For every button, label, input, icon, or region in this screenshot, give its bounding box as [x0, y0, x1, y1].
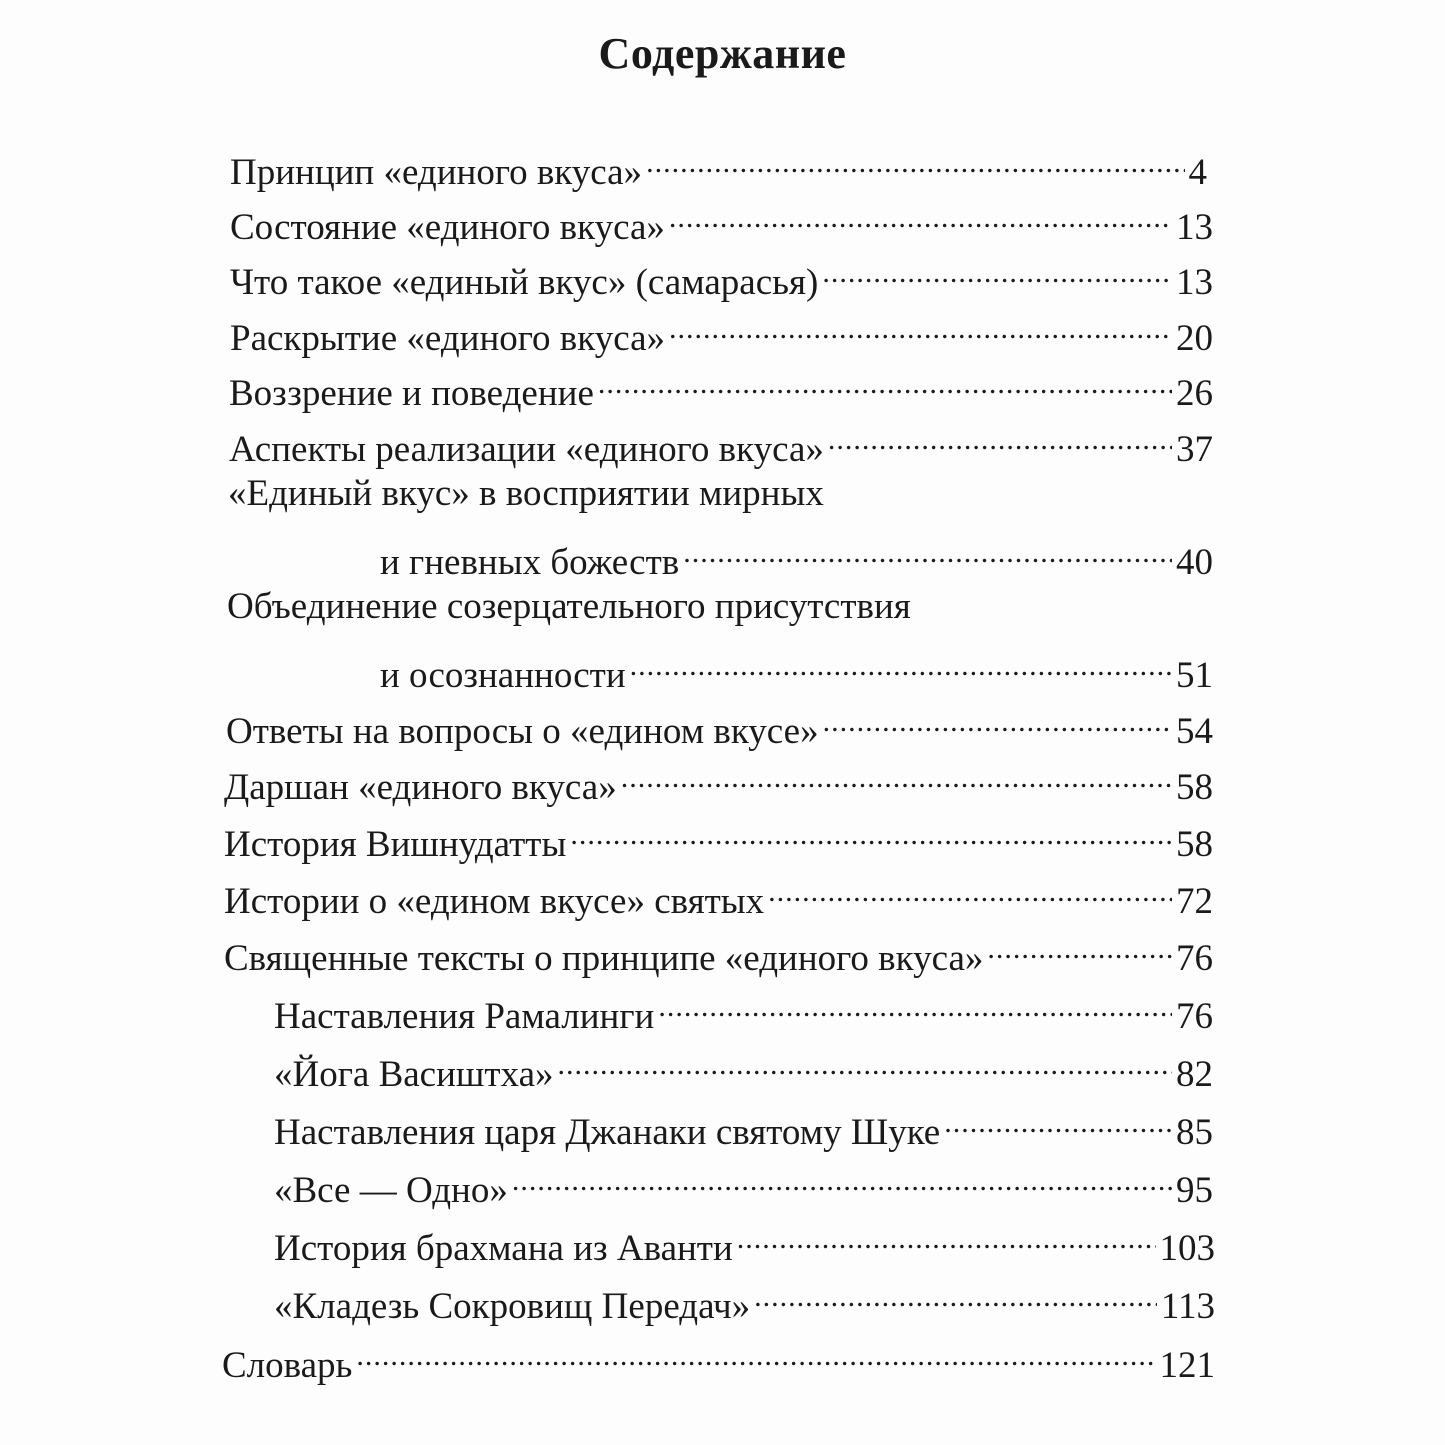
- dot-leader: [822, 250, 1172, 294]
- page-title: Содержание: [598, 29, 847, 78]
- dot-leader: [558, 1042, 1173, 1086]
- toc-entry-page: 58: [1176, 767, 1213, 808]
- toc-entry-title: Что такое «единый вкус» (самарасья): [230, 262, 819, 303]
- toc-entry: [230, 306, 1213, 361]
- toc-entry-page: 76: [1176, 996, 1213, 1037]
- dot-leader: [658, 984, 1172, 1028]
- toc-entry: [224, 869, 1213, 924]
- dot-leader: [669, 306, 1172, 350]
- dot-leader: [669, 195, 1172, 239]
- toc-entry-page: 121: [1159, 1345, 1215, 1386]
- toc-subentry: [274, 1100, 1213, 1155]
- toc-entry-title: Даршан «единого вкуса»: [224, 767, 617, 808]
- toc-entry-page: 37: [1176, 429, 1213, 470]
- toc-entry-page: 13: [1176, 262, 1213, 303]
- toc-entry-page: 103: [1159, 1228, 1215, 1269]
- toc-entry-title: Истории о «едином вкусе» святых: [224, 881, 765, 922]
- toc-entry-page: 13: [1176, 207, 1213, 248]
- toc-entry-title: История брахмана из Аванти: [274, 1228, 733, 1269]
- toc-entry-title: Принцип «единого вкуса»: [230, 152, 643, 193]
- dot-leader: [598, 361, 1172, 405]
- dot-leader: [828, 417, 1172, 461]
- dot-leader: [737, 1216, 1156, 1260]
- toc-entry: [230, 140, 1207, 195]
- toc-entry-title: Объединение созерцательного присутствия: [227, 586, 911, 627]
- toc-entry-page: 95: [1176, 1170, 1213, 1211]
- toc-entry-page: 54: [1176, 711, 1213, 752]
- toc-subentry: [274, 1274, 1215, 1329]
- dot-leader: [987, 926, 1172, 970]
- toc-entry-title: Наставления царя Джанаки святому Шуке: [274, 1112, 941, 1153]
- toc-entry-title: История Вишнудатты: [224, 824, 567, 865]
- dot-leader: [646, 140, 1184, 184]
- toc-entry: [380, 643, 1213, 698]
- toc-entry-title: Священные тексты о принципе «единого вкуса»: [224, 938, 984, 979]
- toc-entry-title: «Все — Одно»: [274, 1170, 508, 1211]
- toc-entry-page: 113: [1160, 1286, 1215, 1327]
- dot-leader: [356, 1333, 1155, 1377]
- dot-leader: [823, 699, 1172, 743]
- toc-entry-page: 40: [1176, 542, 1213, 583]
- toc-entry-title: Словарь: [222, 1345, 353, 1386]
- toc-entry-page: 51: [1176, 655, 1213, 696]
- dot-leader: [630, 643, 1172, 687]
- dot-leader: [512, 1158, 1172, 1202]
- dot-leader: [944, 1100, 1172, 1144]
- toc-entry: [380, 530, 1213, 585]
- toc-entry-title: Наставления Рамалинги: [274, 996, 655, 1037]
- toc-entry-page: 82: [1176, 1054, 1213, 1095]
- dot-leader: [768, 869, 1172, 913]
- toc-entry: [230, 195, 1213, 250]
- toc-entry-title: Раскрытие «единого вкуса»: [230, 318, 665, 359]
- toc-subentry: [274, 1042, 1213, 1097]
- toc-entry-title: Ответы на вопросы о «едином вкусе»: [226, 711, 819, 752]
- toc-entry-title: «Йога Васиштха»: [274, 1054, 554, 1095]
- toc-entry-title: Аспекты реализации «единого вкуса»: [229, 429, 824, 470]
- toc-entry-continuation: и гневных божеств: [380, 542, 680, 583]
- toc-entry: [229, 417, 1213, 472]
- dot-leader: [754, 1274, 1157, 1318]
- toc-subentry: [274, 1158, 1213, 1213]
- toc-entry: [226, 699, 1213, 754]
- toc-subentry: [274, 1216, 1215, 1271]
- toc-entry-title: Воззрение и поведение: [229, 373, 594, 414]
- dot-leader: [683, 530, 1172, 574]
- toc-entry: [224, 755, 1213, 810]
- toc-entry: [224, 926, 1213, 981]
- toc-entry-page: 72: [1176, 881, 1213, 922]
- toc-entry-title: Состояние «единого вкуса»: [230, 207, 665, 248]
- toc-entry-page: 20: [1176, 318, 1213, 359]
- toc-entry-page: 76: [1176, 938, 1213, 979]
- dot-leader: [621, 755, 1172, 799]
- toc-entry-continuation: и осознанности: [380, 655, 626, 696]
- toc-entry: [229, 361, 1213, 416]
- toc-entry-page: 26: [1176, 373, 1213, 414]
- dot-leader: [570, 812, 1172, 856]
- toc-entry-title: «Кладезь Сокровищ Передач»: [274, 1286, 751, 1327]
- toc-entry: [222, 1333, 1215, 1388]
- toc-entry-page: 85: [1176, 1112, 1213, 1153]
- toc-subentry: [274, 984, 1213, 1039]
- toc-entry-page: 4: [1188, 152, 1207, 193]
- toc-entry: [230, 250, 1213, 305]
- toc-entry: [224, 812, 1213, 867]
- toc-entry-title: «Единый вкус» в восприятии мирных: [228, 473, 824, 514]
- toc-entry-page: 58: [1176, 824, 1213, 865]
